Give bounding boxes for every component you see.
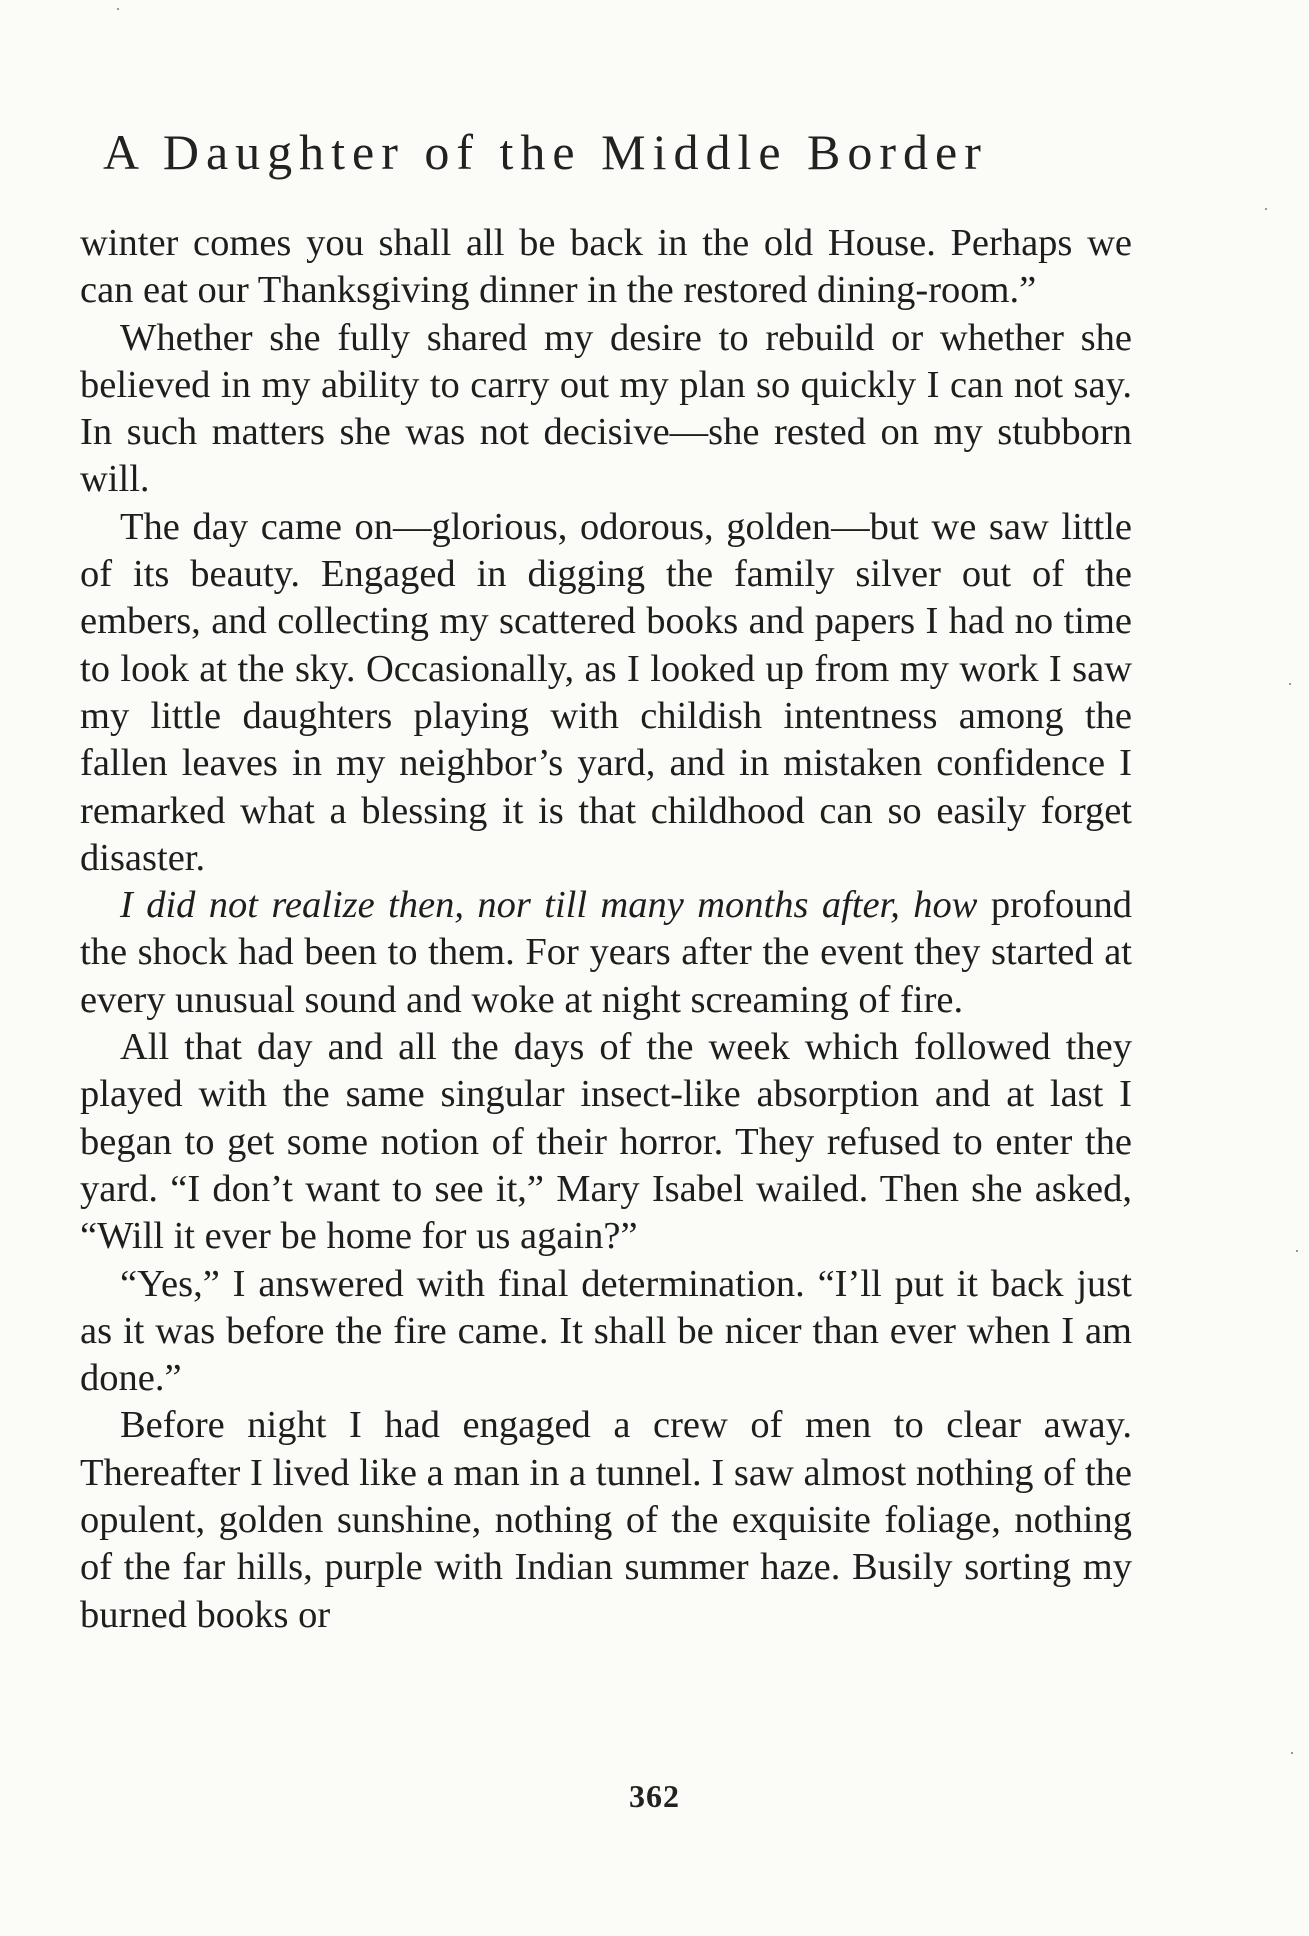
paragraph-4-rest: profound the shock had been to them. For years after the event they started at every unusual sound and woke at night screaming of fire. xyxy=(80,884,1132,1021)
paragraph-1: winter comes you shall all be back in the old House. Perhaps we can eat our Thanksgiving dinner in the restored dining-room.” xyxy=(80,222,1132,312)
paper-speck xyxy=(1291,1752,1293,1754)
paragraph-4-italic-lead: I did not realize then, nor till many months after, how xyxy=(120,884,978,927)
paragraph-2: Whether she fully shared my desire to rebuild or whether she believed in my ability to carry out my plan so quickly I can not say. In such matters she was not decisive—she rested on my stubborn will. xyxy=(80,316,1132,501)
paper-speck xyxy=(117,8,119,10)
body-text xyxy=(80,220,1132,1639)
paragraph-4 xyxy=(80,882,1132,1024)
running-head: A Daughter of the Middle Border xyxy=(103,124,988,180)
page-number: 362 xyxy=(629,1778,680,1814)
paper-speck xyxy=(1296,1250,1298,1252)
paragraph-7: Before night I had engaged a crew of men to clear away. Thereafter I lived like a man in a tunnel. I saw almost nothing of the opulent, golden sunshine, nothing of the exquisite foliage, nothing of the far hills, purple with Indian summer haze. Busily sorting my burned books or xyxy=(80,1404,1132,1636)
paper-speck xyxy=(1289,683,1291,685)
paper-speck xyxy=(1265,208,1267,210)
paragraph-6: “Yes,” I answered with final determination. “I’ll put it back just as it was before the fire came. It shall be nicer than ever when I am done.” xyxy=(80,1262,1132,1400)
paragraph-3: The day came on—glorious, odorous, golden—but we saw little of its beauty. Engaged in digging the family silver out of the embers, and collecting my scattered books and papers I had no time to look at the sky. Occasionally, as I looked up from my work I saw my little daughters playing with childish intentness among the fallen leaves in my neighbor’s yard, and in mistaken confidence I remarked what a blessing it is that childhood can so easily forget disaster. xyxy=(80,505,1132,879)
paragraph-5: All that day and all the days of the week which followed they played with the same singular insect-like absorption and at last I began to get some notion of their horror. They refused to enter the yard. “I don’t want to see it,” Mary Isabel wailed. Then she asked, “Will it ever be home for us again?” xyxy=(80,1026,1132,1258)
